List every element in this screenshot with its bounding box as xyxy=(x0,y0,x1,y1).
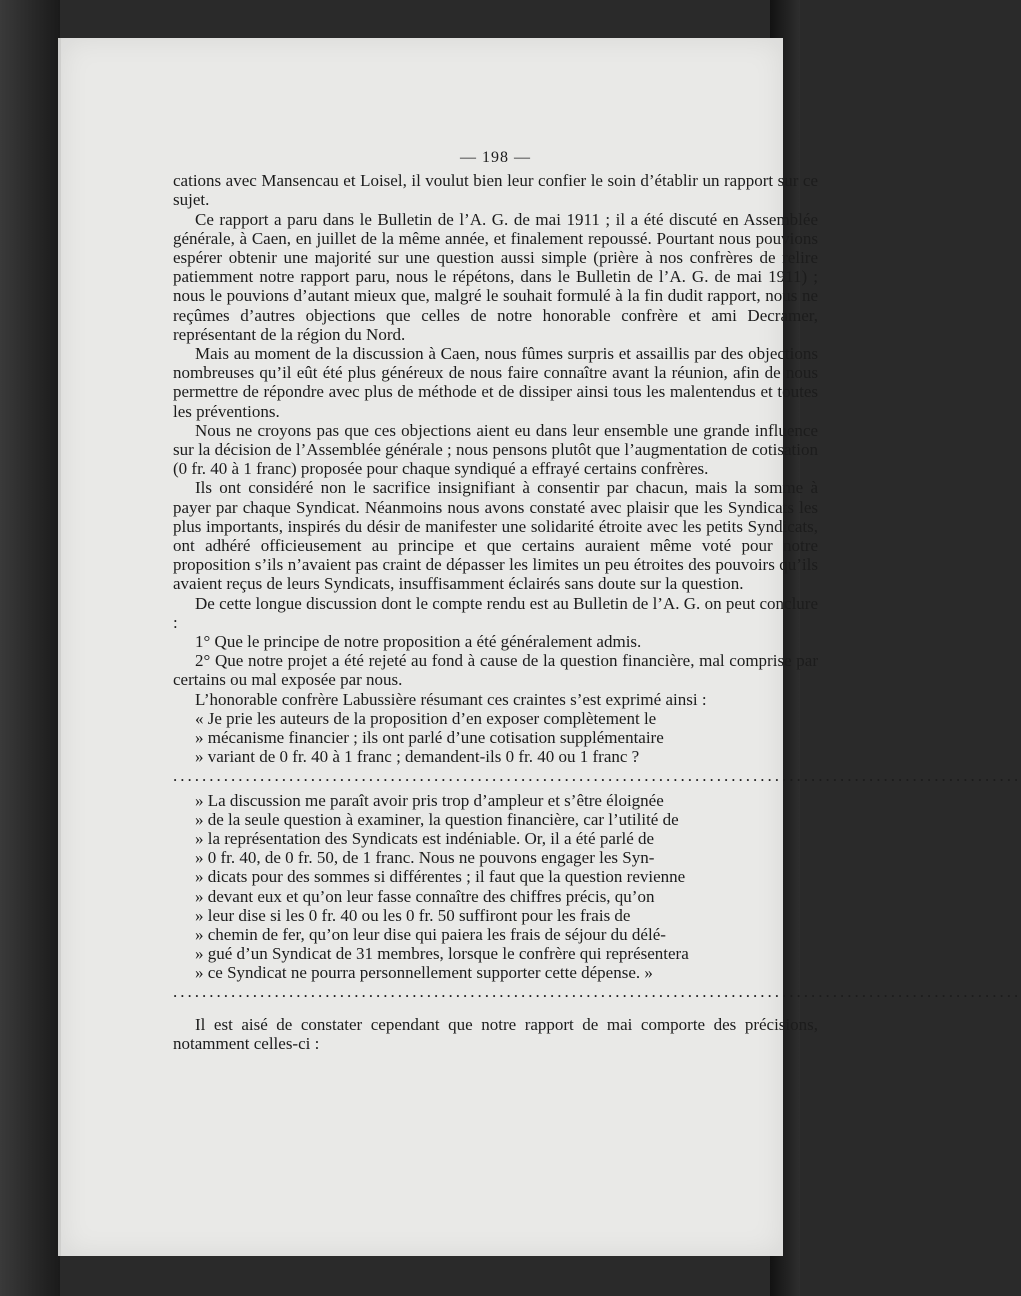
quote-line: » devant eux et qu’on leur fasse connaître des chiffres précis, qu’on xyxy=(195,886,655,906)
quote-line: » gué d’un Syndicat de 31 membres, lorsque le confrère qui représentera xyxy=(195,944,689,964)
scan-left-shadow xyxy=(0,0,60,1296)
quote-line: » de la seule question à examiner, la question financière, car l’utilité de xyxy=(195,809,679,829)
paragraph-4: Nous ne croyons pas que ces objections aient eu dans leur ensemble une grande influence sur la décision de l’Assemblée générale ; nous pensons plutôt que l’augmentation de cotisation (0 fr. 40 à 1 franc) proposée pour chaque syndiqué a effrayé certains confrères. xyxy=(173,420,818,479)
quote-line: » La discussion me paraît avoir pris trop d’ampleur et s’être éloignée xyxy=(195,790,664,810)
page-text-block xyxy=(173,148,1021,1053)
paragraph-7: L’honorable confrère Labussière résumant ces craintes s’est exprimé ainsi : xyxy=(195,689,707,709)
closing-paragraph: Il est aisé de constater cependant que notre rapport de mai comporte des précisions, notamment celles-ci : xyxy=(173,1014,818,1053)
quote-line: » 0 fr. 40, de 0 fr. 50, de 1 franc. Nous ne pouvons engager les Syn- xyxy=(195,848,655,868)
point-1: 1° Que le principe de notre proposition a été généralement admis. xyxy=(195,632,642,652)
quote-line: » mécanisme financier ; ils ont parlé d’une cotisation supplémentaire xyxy=(195,728,664,748)
point-2: 2° Que notre projet a été rejeté au fond à cause de la question financière, mal comprise par certains ou mal exposée par nous. xyxy=(173,651,818,690)
paragraph-2: Ce rapport a paru dans le Bulletin de l’A. G. de mai 1911 ; il a été discuté en Assemblée générale, à Caen, en juillet de la même année, et finalement repoussé. Pourtant nous pouvions espérer obtenir une majorité sur une question aussi simple (prière à nos confrères de relire patiemment notre rapport paru, nous le répétons, dans le Bulletin de l’A. G. de mai 1911) ; nous le pouvions d’autant mieux que, malgré le souhait formulé à la fin dudit rapport, nous ne reçûmes d’autres objections que celles de notre honorable confrère et ami Decramer, représentant de la région du Nord. xyxy=(173,209,818,344)
dotted-separator: ..................................................................................................................... xyxy=(173,981,1021,1001)
dotted-separator: ..................................................................................................................... xyxy=(173,765,1021,785)
quote-line: » variant de 0 fr. 40 à 1 franc ; demandent-ils 0 fr. 40 ou 1 franc ? xyxy=(195,747,640,767)
quote-line: » la représentation des Syndicats est indéniable. Or, il a été parlé de xyxy=(195,828,655,848)
quote-line: » leur dise si les 0 fr. 40 ou les 0 fr. 50 suffiront pour les frais de xyxy=(195,905,631,925)
quote-line: » dicats pour des sommes si différentes ; il faut que la question revienne xyxy=(195,867,686,887)
page-number: — 198 — xyxy=(460,149,531,166)
quote-line: » ce Syndicat ne pourra personnellement supporter cette dépense. » xyxy=(195,963,653,983)
paragraph-5: Ils ont considéré non le sacrifice insignifiant à consentir par chacun, mais la somme à payer par chaque Syndicat. Néanmoins nous avons constaté avec plaisir que les Syndicats les plus importants, inspirés du désir de manifester une solidarité étroite avec les petits Syndicats, ont adhéré officieusement au principe et que certains auraient même voté pour notre proposition s’ils n’avaient pas craint de dépasser les limites un peu étroites des pouvoirs qu’ils avaient reçus de leurs Syndicats, insuffisamment éclairés sans doute sur la question. xyxy=(173,478,818,594)
paragraph-1: cations avec Mansencau et Loisel, il voulut bien leur confier le soin d’établir un rapport sur ce sujet. xyxy=(173,171,818,210)
quote-line: » chemin de fer, qu’on leur dise qui paiera les frais de séjour du délé- xyxy=(195,924,666,944)
quote-line: « Je prie les auteurs de la proposition d’en exposer complètement le xyxy=(195,708,657,728)
paragraph-6: De cette longue discussion dont le compte rendu est au Bulletin de l’A. G. on peut conclure : xyxy=(173,593,818,632)
paragraph-3: Mais au moment de la discussion à Caen, nous fûmes surpris et assaillis par des objections nombreuses qu’il eût été plus généreux de nous faire connaître avant la réunion, afin de nous permettre de répondre avec plus de méthode et de dissiper ainsi tous les malentendus et toutes les préventions. xyxy=(173,344,818,421)
spacer xyxy=(173,1007,818,1015)
book-page xyxy=(58,38,1021,1256)
